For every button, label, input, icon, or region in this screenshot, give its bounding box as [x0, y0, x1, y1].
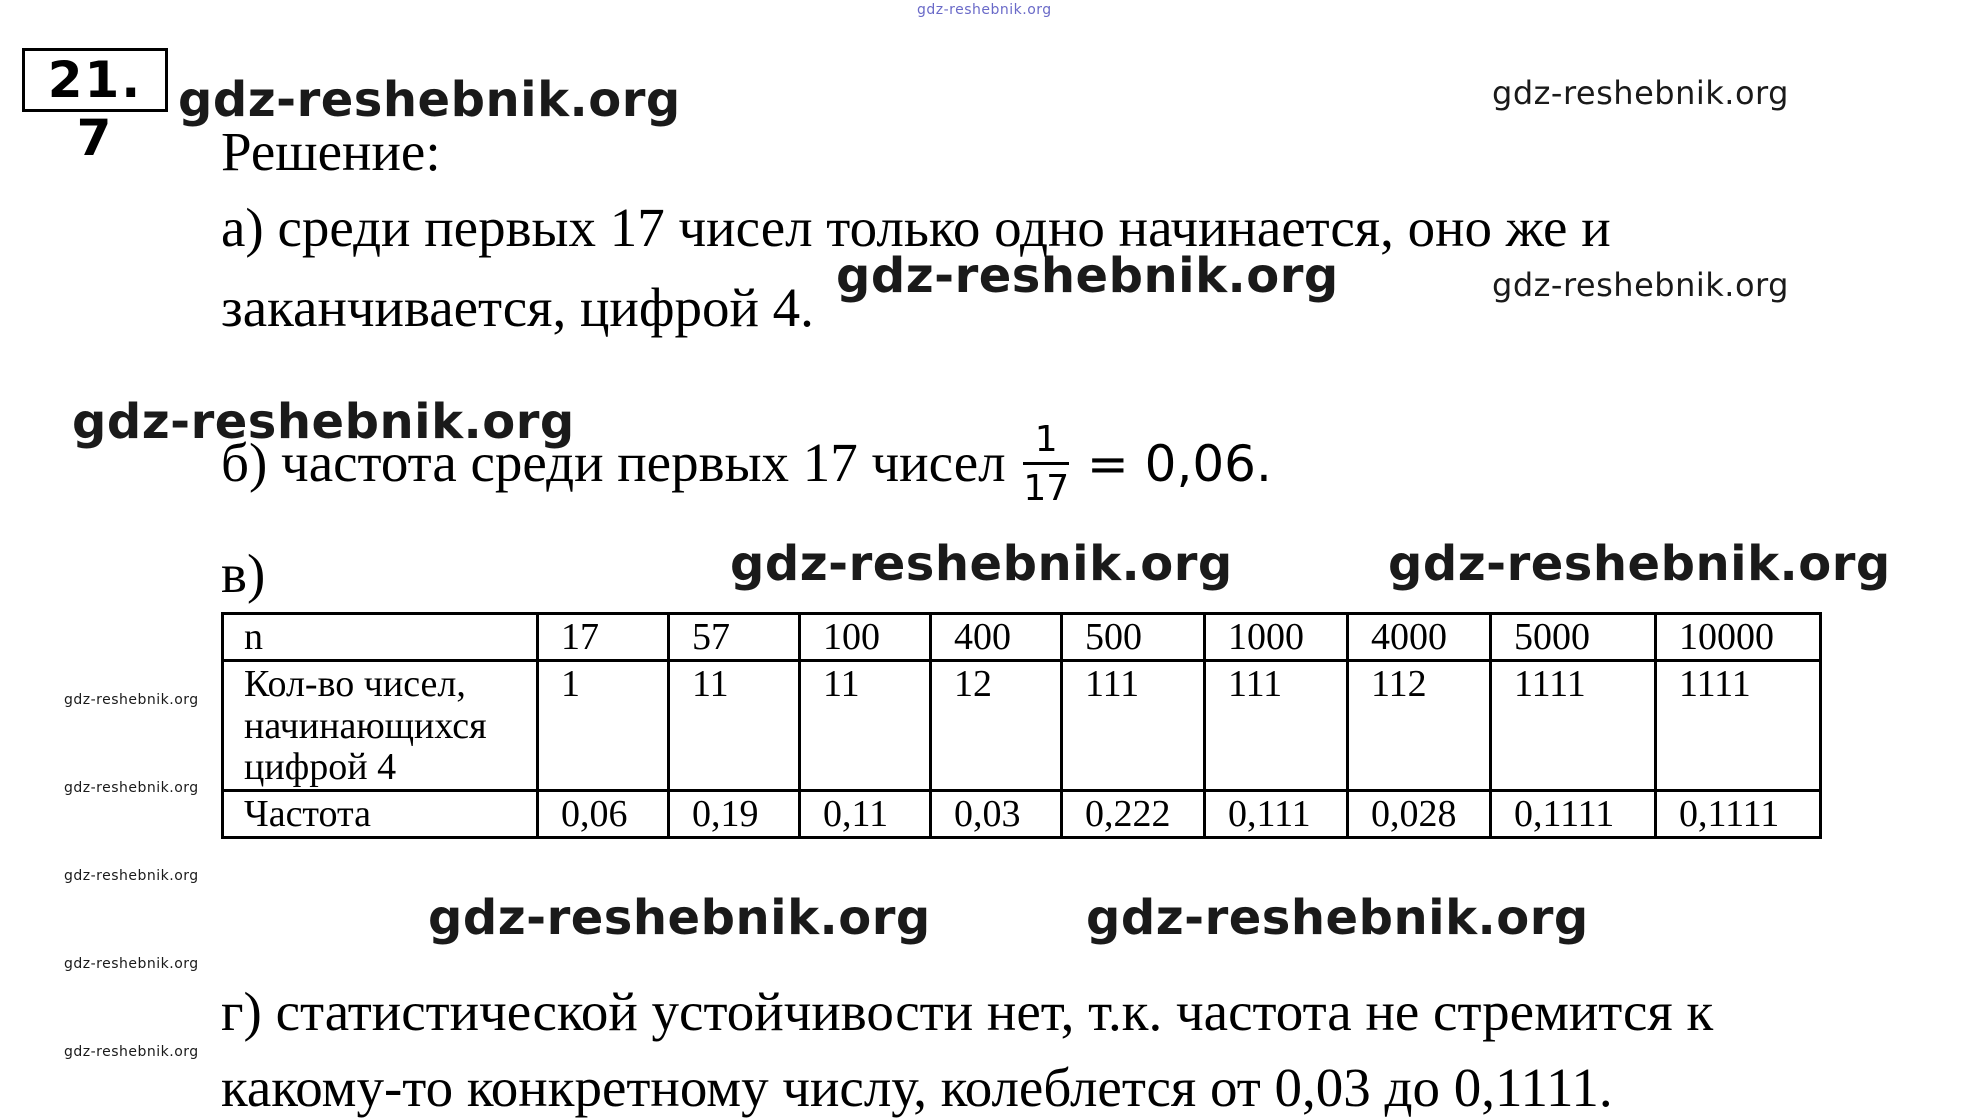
table-cell: 0,222: [1062, 791, 1205, 838]
frequency-table: [221, 612, 1822, 839]
watermark: gdz-reshebnik.org: [836, 248, 1339, 304]
row-header-frequency: Частота: [223, 791, 538, 838]
table-cell: 57: [669, 614, 800, 661]
table-cell: 0,06: [538, 791, 669, 838]
watermark-side: gdz-reshebnik.org: [64, 868, 199, 884]
watermark: gdz-reshebnik.org: [1492, 74, 1789, 112]
fraction-denominator: 17: [1023, 468, 1070, 509]
watermark: gdz-reshebnik.org: [1388, 536, 1891, 592]
watermark: gdz-reshebnik.org: [428, 890, 931, 946]
row-header-line: начинающихся: [244, 704, 487, 747]
table-cell: 1111: [1656, 660, 1821, 790]
table-cell: 112: [1348, 660, 1491, 790]
table-cell: 400: [931, 614, 1062, 661]
part-b-text: б) частота среди первых 17 чисел: [221, 432, 1006, 494]
part-b: [221, 419, 1272, 511]
table-cell: 500: [1062, 614, 1205, 661]
watermark: gdz-reshebnik.org: [178, 72, 681, 128]
table-cell: 0,11: [800, 791, 931, 838]
table-cell: 10000: [1656, 614, 1821, 661]
table-row-frequency: [223, 791, 1821, 838]
watermark-top: gdz-reshebnik.org: [917, 2, 1052, 18]
fraction-numerator: 1: [1023, 422, 1069, 465]
table-row-counts: [223, 660, 1821, 790]
problem-number: 21. 7: [22, 48, 168, 112]
watermark-side: gdz-reshebnik.org: [64, 780, 199, 796]
row-header-line: цифрой 4: [244, 746, 397, 789]
watermark: gdz-reshebnik.org: [730, 536, 1233, 592]
table-cell: 11: [800, 660, 931, 790]
row-header-line: Кол-во чисел,: [244, 662, 466, 705]
table-cell: 0,111: [1205, 791, 1348, 838]
table-cell: 12: [931, 660, 1062, 790]
table-cell: 111: [1205, 660, 1348, 790]
table-row-n: [223, 614, 1821, 661]
table-cell: 100: [800, 614, 931, 661]
watermark-side: gdz-reshebnik.org: [64, 956, 199, 972]
row-header-counts: [223, 660, 538, 790]
table-cell: 5000: [1491, 614, 1656, 661]
part-g-line1: г) статистической устойчивости нет, т.к. частота не стремится к: [221, 981, 1714, 1042]
table-cell: 111: [1062, 660, 1205, 790]
table-cell: 1111: [1491, 660, 1656, 790]
part-v-label: в): [221, 543, 266, 604]
solution-label: Решение:: [221, 121, 441, 182]
table-cell: 4000: [1348, 614, 1491, 661]
table-cell: 0,03: [931, 791, 1062, 838]
watermark: gdz-reshebnik.org: [72, 394, 575, 450]
watermark-side: gdz-reshebnik.org: [64, 692, 199, 708]
part-g-line2: какому-то конкретному числу, колеблется от 0,03 до 0,1111.: [221, 1057, 1613, 1118]
table-cell: 0,19: [669, 791, 800, 838]
table-cell: 0,028: [1348, 791, 1491, 838]
watermark-side: gdz-reshebnik.org: [64, 1044, 199, 1060]
watermark: gdz-reshebnik.org: [1086, 890, 1589, 946]
table-cell: 17: [538, 614, 669, 661]
table-cell: 1: [538, 660, 669, 790]
table-cell: 1000: [1205, 614, 1348, 661]
part-a-line2: заканчивается, цифрой 4.: [221, 277, 814, 338]
part-a-line1: а) среди первых 17 чисел только одно начинается, оно же и: [221, 197, 1611, 258]
table-cell: 0,1111: [1656, 791, 1821, 838]
fraction: [1023, 419, 1070, 509]
row-header-n: n: [223, 614, 538, 661]
watermark: gdz-reshebnik.org: [1492, 266, 1789, 304]
table-cell: 11: [669, 660, 800, 790]
table-cell: 0,1111: [1491, 791, 1656, 838]
part-b-result: = 0,06.: [1086, 435, 1272, 494]
